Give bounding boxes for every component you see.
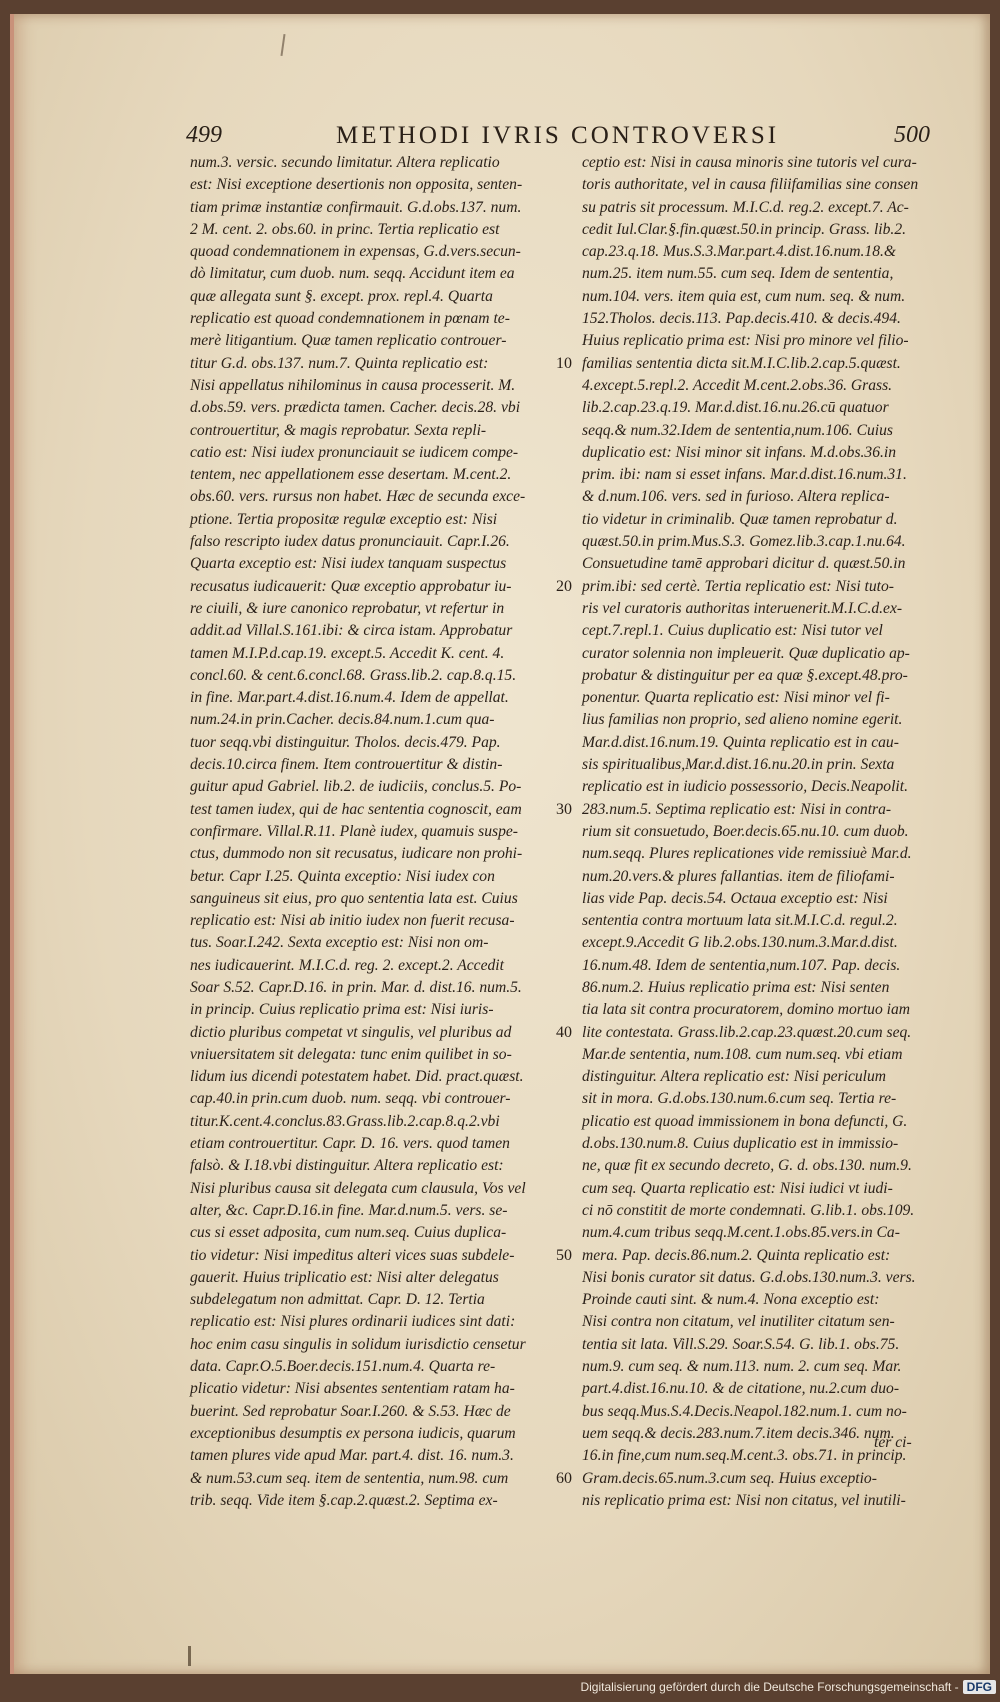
text-line: num.seqq. Plures replicationes vide remissiuè Mar.d. — [582, 845, 912, 863]
line-number: 60 — [556, 1469, 572, 1487]
text-line: in fine. Mar.part.4.dist.16.num.4. Idem de appellat. — [190, 689, 509, 707]
text-line: Nisi contra non citatum, vel inutiliter citatum sen- — [582, 1313, 895, 1331]
text-line: 4.except.5.repl.2. Accedit M.cent.2.obs.36. Grass. — [582, 376, 893, 394]
text-line: quoad condemnationem in expensas, G.d.vers.secun- — [190, 243, 521, 261]
text-line: d.obs.130.num.8. Cuius duplicatio est in immissio- — [582, 1135, 899, 1153]
dfg-logo: DFG — [963, 1680, 996, 1694]
text-line: 152.Tholos. decis.113. Pap.decis.410. & decis.494. — [582, 310, 901, 328]
text-line: plicatio videtur: Nisi absentes sententiam ratam ha- — [190, 1380, 515, 1398]
text-line: part.4.dist.16.nu.10. & de citatione, nu.2.cum duo- — [582, 1380, 900, 1398]
text-line: replicatio est: Nisi ab initio iudex non fuerit recusa- — [190, 912, 515, 930]
text-line: 16.num.48. Idem de sententia,num.107. Pap. decis. — [582, 956, 901, 974]
text-line: 283.num.5. Septima replicatio est: Nisi in contra- — [582, 800, 892, 818]
text-line: Nisi pluribus causa sit delegata cum clausula, Vos vel — [190, 1179, 526, 1197]
text-line: dictio pluribus competat vt singulis, vel pluribus ad — [190, 1023, 512, 1041]
text-line: toris authoritate, vel in causa filiifamilias sine consen — [582, 176, 919, 194]
text-line: in princip. Cuius replicatio prima est: Nisi iuris- — [190, 1001, 494, 1019]
text-line: ne, quæ fit ex secundo decreto, G. d. obs.130. num.9. — [582, 1157, 912, 1175]
text-line: nes iudicauerint. M.I.C.d. reg. 2. except.2. Accedit — [190, 956, 504, 974]
text-line: falso rescripto iudex datus pronunciauit. Capr.I.26. — [190, 533, 510, 551]
line-number: 40 — [556, 1023, 572, 1041]
text-line: data. Capr.O.5.Boer.decis.151.num.4. Quarta re- — [190, 1358, 496, 1376]
text-line: tamen plures vide apud Mar. part.4. dist. 16. num.3. — [190, 1447, 514, 1465]
digitization-footer — [560, 1680, 996, 1698]
text-line: dò limitatur, cum duob. num. seqq. Accidunt item ea — [190, 265, 515, 283]
text-line: est: Nisi exceptione desertionis non opposita, senten- — [190, 176, 523, 194]
page-number-right: 500 — [894, 122, 930, 148]
text-line: num.20.vers.& plures fallantias. item de filiofami- — [582, 867, 895, 885]
catchword: ter ci- — [874, 1434, 912, 1451]
text-line: betur. Capr I.25. Quinta exceptio: Nisi iudex con — [190, 867, 495, 885]
text-line: cept.7.repl.1. Cuius duplicatio est: Nisi tutor vel — [582, 622, 883, 640]
text-line: prim.ibi: sed certè. Tertia replicatio est: Nisi tuto- — [582, 577, 894, 595]
text-line: gauerit. Huius triplicatio est: Nisi alter delegatus — [190, 1268, 499, 1286]
text-line: 2 M. cent. 2. obs.60. in princ. Tertia replicatio est — [190, 220, 500, 238]
text-line: num.24.in prin.Cacher. decis.84.num.1.cum qua- — [190, 711, 495, 729]
text-line: ceptio est: Nisi in causa minoris sine tutoris vel cura- — [582, 154, 917, 171]
text-line: num.9. cum seq. & num.113. num. 2. cum seq. Mar. — [582, 1358, 902, 1376]
text-line: tio videtur: Nisi impeditus alteri vices suas subdele- — [190, 1246, 515, 1264]
text-line: distinguitur. Altera replicatio est: Nisi periculum — [582, 1068, 887, 1086]
text-line: probatur & distinguitur per ea quæ §.except.48.pro- — [582, 666, 908, 684]
text-line: duplicatio est: Nisi minor sit infans. M.d.obs.36.in — [582, 443, 897, 461]
text-line: cum seq. Quarta replicatio est: Nisi iudici vt iudi- — [582, 1179, 893, 1197]
text-line: trib. seqq. Vide item §.cap.2.quæst.2. Septima ex- — [190, 1491, 498, 1509]
text-line: buerint. Sed reprobatur Soar.I.260. & S.53. Hæc de — [190, 1402, 511, 1420]
text-line: merè litigantium. Quæ tamen replicatio controuer- — [190, 332, 507, 350]
text-line: rium sit consuetudo, Boer.decis.65.nu.10. cum duob. — [582, 822, 909, 840]
footer-text: Digitalisierung gefördert durch die Deutsche Forschungsgemeinschaft - — [580, 1680, 959, 1694]
text-line: replicatio est: Nisi plures ordinarii iudices sint dati: — [190, 1313, 516, 1331]
text-line: num.104. vers. item quia est, cum num. seq. & num. — [582, 287, 906, 305]
text-line: cap.40.in prin.cum duob. num. seqq. vbi controuer- — [190, 1090, 511, 1108]
text-line: confirmare. Villal.R.11. Planè iudex, quamuis suspe- — [190, 822, 518, 840]
text-line: quæ allegata sunt §. except. prox. repl.4. Quarta — [190, 287, 493, 305]
text-line: 16.in fine,cum num.seq.M.cent.3. obs.71. in princip. — [582, 1447, 907, 1465]
text-line: ris vel curatoris authoritas interuenerit.M.I.C.d.ex- — [582, 599, 903, 617]
text-line: Quarta exceptio est: Nisi iudex tanquam suspectus — [190, 555, 507, 573]
text-line: Nisi bonis curator sit datus. G.d.obs.130.num.3. vers. — [582, 1268, 916, 1286]
text-line: curator solennia non impleuerit. Quæ duplicatio ap- — [582, 644, 910, 662]
pencil-mark — [280, 34, 285, 56]
running-title: METHODI IVRIS CONTROVERSI — [336, 122, 780, 149]
text-line: tia lata sit contra procuratorem, domino mortuo iam — [582, 1001, 911, 1019]
text-line: ptione. Tertia propositæ regulæ exceptio est: Nisi — [190, 510, 498, 528]
text-line: lite contestata. Grass.lib.2.cap.23.quæst.20.cum seq. — [582, 1023, 912, 1041]
text-line: plicatio est quoad immissionem in bona defuncti, G. — [582, 1112, 908, 1130]
text-line: Mar.de sententia, num.108. cum num.seq. vbi etiam — [582, 1045, 903, 1063]
text-line: 86.num.2. Huius replicatio prima est: Nisi senten — [582, 978, 890, 996]
text-line: sit in mora. G.d.obs.130.num.6.cum seq. Tertia re- — [582, 1090, 897, 1108]
text-line: obs.60. vers. rursus non habet. Hæc de secunda exce- — [190, 488, 526, 506]
text-line: titur G.d. obs.137. num.7. Quinta replicatio est: — [190, 354, 489, 372]
text-line: tentia sit lata. Vill.S.29. Soar.S.54. G. lib.1. obs.75. — [582, 1335, 900, 1353]
text-line: decis.10.circa finem. Item controuertitur & distin- — [190, 756, 503, 774]
text-line: Soar S.52. Capr.D.16. in prin. Mar. d. dist.16. num.5. — [190, 978, 522, 996]
text-line: mera. Pap. decis.86.num.2. Quinta replicatio est: — [582, 1246, 891, 1264]
text-line: tentem, nec appellationem esse desertam. M.cent.2. — [190, 466, 512, 484]
text-line: Huius replicatio prima est: Nisi pro minore vel filio- — [582, 332, 909, 350]
text-line: sententia contra mortuum lata sit.M.I.C.d. regul.2. — [582, 912, 898, 930]
line-number: 10 — [556, 354, 572, 372]
text-line: familias sententia dicta sit.M.I.C.lib.2.cap.5.quæst. — [582, 354, 901, 372]
text-line: Mar.d.dist.16.num.19. Quinta replicatio est in cau- — [582, 733, 899, 751]
line-number: 20 — [556, 577, 572, 595]
text-line: ci nō constitit de morte condemnati. G.lib.1. obs.109. — [582, 1201, 915, 1219]
text-line: addit.ad Villal.S.161.ibi: & circa istam. Approbatur — [190, 622, 513, 640]
text-line: etiam controuertitur. Capr. D. 16. vers. quod tamen — [190, 1135, 510, 1153]
book-page — [10, 14, 990, 1674]
text-line: tus. Soar.I.242. Sexta exceptio est: Nisi non om- — [190, 934, 489, 952]
text-line: lius familias non proprio, sed alieno nomine egerit. — [582, 711, 903, 729]
text-line: cus si esset adposita, cum num.seq. Cuius duplica- — [190, 1224, 507, 1242]
left-text-column — [190, 152, 572, 1512]
text-line: num.25. item num.55. cum seq. Idem de sententia, — [582, 265, 894, 283]
text-line: su patris sit processum. M.I.C.d. reg.2. except.7. Ac- — [582, 198, 909, 216]
text-line: test tamen iudex, qui de hac sententia cognoscit, eam — [190, 800, 522, 818]
text-line: replicatio est quoad condemnationem in pœnam te- — [190, 310, 510, 328]
text-line: Nisi appellatus nihilominus in causa processerit. M. — [190, 376, 516, 394]
text-line: exceptionibus desumptis ex persona iudicis, quarum — [190, 1424, 516, 1442]
text-line: num.3. versic. secundo limitatur. Altera replicatio — [190, 154, 500, 171]
text-line: num.4.cum tribus seqq.M.cent.1.obs.85.vers.in Ca- — [582, 1224, 900, 1242]
text-line: quæst.50.in prim.Mus.S.3. Gomez.lib.3.cap.1.nu.64. — [582, 533, 906, 551]
text-line: nis replicatio prima est: Nisi non citatus, vel inutili- — [582, 1491, 906, 1509]
text-line: titur.K.cent.4.conclus.83.Grass.lib.2.cap.8.q.2.vbi — [190, 1112, 500, 1130]
text-line: replicatio est in iudicio possessorio, Decis.Neapolit. — [582, 778, 908, 796]
text-line: d.obs.59. vers. prædicta tamen. Cacher. decis.28. vbi — [190, 399, 521, 417]
text-line: re ciuili, & iure canonico reprobatur, vt refertur in — [190, 599, 505, 617]
text-line: concl.60. & cent.6.concl.68. Grass.lib.2. cap.8.q.15. — [190, 666, 517, 684]
text-line: ponentur. Quarta replicatio est: Nisi minor vel fi- — [582, 689, 890, 707]
text-line: Proinde cauti sint. & num.4. Nona exceptio est: — [582, 1291, 880, 1309]
text-line: & d.num.106. vers. sed in furioso. Altera replica- — [582, 488, 890, 506]
text-line: tamen M.I.P.d.cap.19. except.5. Accedit K. cent. 4. — [190, 644, 505, 662]
text-line: uem seqq.& decis.283.num.7.item decis.346. num. — [582, 1424, 895, 1442]
text-line: & num.53.cum seq. item de sententia, num.98. cum — [190, 1469, 509, 1487]
page-header — [14, 122, 990, 152]
text-line: tio videtur in criminalib. Quæ tamen reprobatur d. — [582, 510, 898, 528]
text-line: controuertitur, & magis reprobatur. Sexta repli- — [190, 421, 487, 439]
line-number: 50 — [556, 1246, 572, 1264]
text-line: cap.23.q.18. Mus.S.3.Mar.part.4.dist.16.num.18.& — [582, 243, 897, 261]
ink-mark — [188, 1646, 191, 1666]
text-line: guitur apud Gabriel. lib.2. de iudiciis, conclus.5. Po- — [190, 778, 522, 796]
text-line: tuor seqq.vbi distinguitur. Tholos. decis.479. Pap. — [190, 733, 501, 751]
text-line: cedit Iul.Clar.§.fin.quæst.50.in princip. Grass. lib.2. — [582, 220, 907, 238]
text-line: prim. ibi: nam si esset infans. Mar.d.dist.16.num.31. — [582, 466, 907, 484]
text-line: catio est: Nisi iudex pronunciauit se iudicem compe- — [190, 443, 519, 461]
text-line: ctus, dummodo non sit recusatus, iudicare non prohi- — [190, 845, 523, 863]
text-line: Consuetudine tamē approbari dicitur d. quæst.50.in — [582, 555, 906, 573]
text-line: subdelegatum non admittat. Capr. D. 12. Tertia — [190, 1291, 485, 1309]
text-line: lias vide Pap. decis.54. Octaua exceptio est: Nisi — [582, 889, 888, 907]
text-line: lib.2.cap.23.q.19. Mar.d.dist.16.nu.26.cū quatuor — [582, 399, 889, 417]
text-line: hoc enim casu singulis in solidum iurisdictio censetur — [190, 1335, 526, 1353]
text-line: except.9.Accedit G lib.2.obs.130.num.3.Mar.d.dist. — [582, 934, 898, 952]
text-line: seqq.& num.32.Idem de sententia,num.106. Cuius — [582, 421, 893, 439]
page-number-left: 499 — [186, 122, 222, 148]
text-line: recusatus iudicauerit: Quæ exceptio approbatur iu- — [190, 577, 512, 595]
text-line: falsò. & I.18.vbi distinguitur. Altera replicatio est: — [190, 1157, 504, 1175]
text-line: vniuersitatem sit delegata: tunc enim quilibet in so- — [190, 1045, 512, 1063]
text-line: tiam primæ instantiæ confirmauit. G.d.obs.137. num. — [190, 198, 522, 216]
text-line: bus seqq.Mus.S.4.Decis.Neapol.182.num.1. cum no- — [582, 1402, 907, 1420]
text-line: alter, &c. Capr.D.16.in fine. Mar.d.num.5. vers. se- — [190, 1201, 508, 1219]
text-line: sanguineus sit eius, pro quo sententia lata est. Cuius — [190, 889, 518, 907]
line-number: 30 — [556, 800, 572, 818]
text-line: sis spiritualibus,Mar.d.dist.16.nu.20.in prin. Sexta — [582, 756, 895, 774]
text-line: Gram.decis.65.num.3.cum seq. Huius exceptio- — [582, 1469, 877, 1487]
right-text-column — [582, 152, 964, 1512]
text-line: lidum ius dicendi potestatem habet. Did. pract.quæst. — [190, 1068, 524, 1086]
